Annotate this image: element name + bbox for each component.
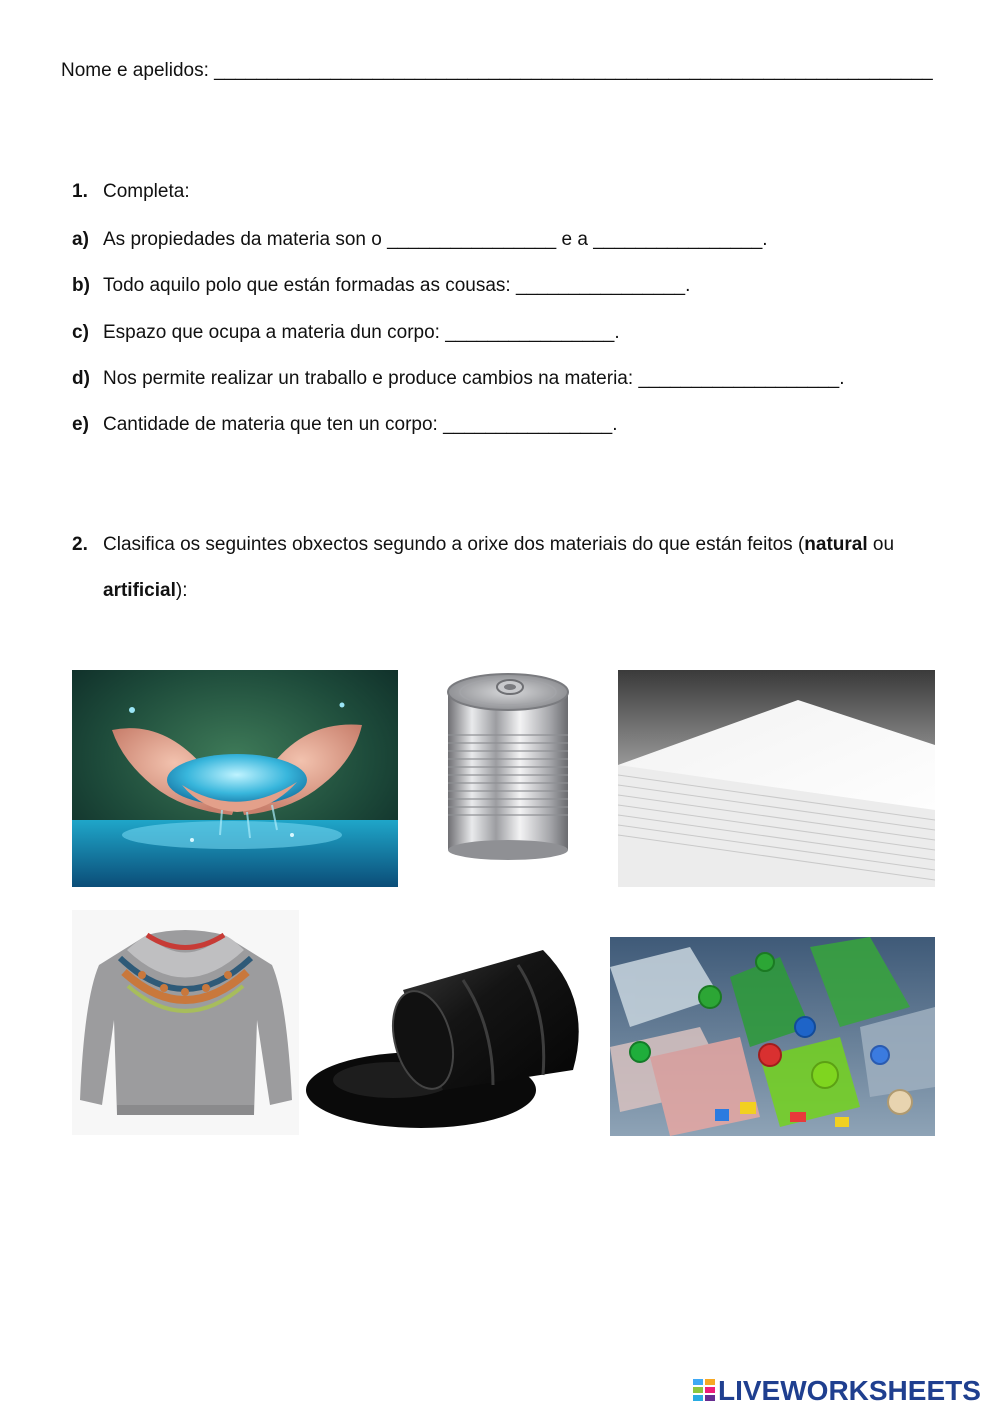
answer-blank-1c[interactable]: ________________ xyxy=(445,322,615,343)
item-letter: a) xyxy=(72,229,89,250)
answer-blank-1e[interactable]: ________________ xyxy=(443,414,613,435)
item-period: . xyxy=(614,322,620,343)
natural-keyword: natural xyxy=(804,534,868,555)
artificial-keyword: artificial xyxy=(103,580,176,601)
question-1-title: Completa: xyxy=(103,181,190,202)
question-2-line-2 xyxy=(103,580,187,602)
item-text: Espazo que ocupa a materia dun corpo: xyxy=(103,322,446,343)
item-letter: b) xyxy=(72,275,90,296)
question-1d xyxy=(72,368,845,390)
question-1c xyxy=(72,322,620,344)
tin-can-image xyxy=(400,640,615,887)
name-input-blank[interactable]: ____________________________________________________________________ xyxy=(214,60,933,81)
question-1a xyxy=(72,229,768,251)
question-1-header xyxy=(72,181,190,203)
question-1b xyxy=(72,275,690,297)
question-1e xyxy=(72,414,617,436)
paper-stack-image xyxy=(618,670,935,887)
liveworksheets-wordmark: LIVEWORKSHEETS xyxy=(718,1375,981,1406)
question-2-number: 2. xyxy=(72,534,88,555)
item-letter: e) xyxy=(72,414,89,435)
item-text-mid: e a xyxy=(556,229,594,250)
oil-barrel-image xyxy=(303,940,593,1135)
item-text: As propiedades da materia son o xyxy=(103,229,388,250)
question-2-text-end: ): xyxy=(175,580,188,601)
question-2-text: Clasifica os seguintes obxectos segundo a orixe dos materiais do que están feitos ( xyxy=(103,534,805,555)
item-period: . xyxy=(839,368,845,389)
question-2-line-1 xyxy=(72,534,894,556)
answer-blank-1b[interactable]: ________________ xyxy=(516,275,686,296)
question-2-text-or: ou xyxy=(867,534,895,555)
plastic-bottles-image xyxy=(610,937,935,1136)
item-text: Todo aquilo polo que están formadas as cousas: xyxy=(103,275,516,296)
item-period: . xyxy=(612,414,618,435)
answer-blank-1d[interactable]: ___________________ xyxy=(638,368,840,389)
item-period: . xyxy=(685,275,691,296)
item-text: Nos permite realizar un traballo e produce cambios na materia: xyxy=(103,368,639,389)
water-hands-image xyxy=(72,670,398,887)
item-letter: c) xyxy=(72,322,89,343)
name-label: Nome e apelidos: xyxy=(61,60,209,81)
item-period: . xyxy=(762,229,768,250)
question-1-number: 1. xyxy=(72,181,88,202)
answer-blank-1a-1[interactable]: ________________ xyxy=(387,229,557,250)
liveworksheets-logo-icon xyxy=(692,1378,716,1404)
name-field-row xyxy=(61,60,933,82)
item-text: Cantidade de materia que ten un corpo: xyxy=(103,414,444,435)
wool-sweater-image xyxy=(72,910,299,1135)
item-letter: d) xyxy=(72,368,90,389)
answer-blank-1a-2[interactable]: ________________ xyxy=(593,229,763,250)
liveworksheets-brand xyxy=(692,1374,992,1408)
